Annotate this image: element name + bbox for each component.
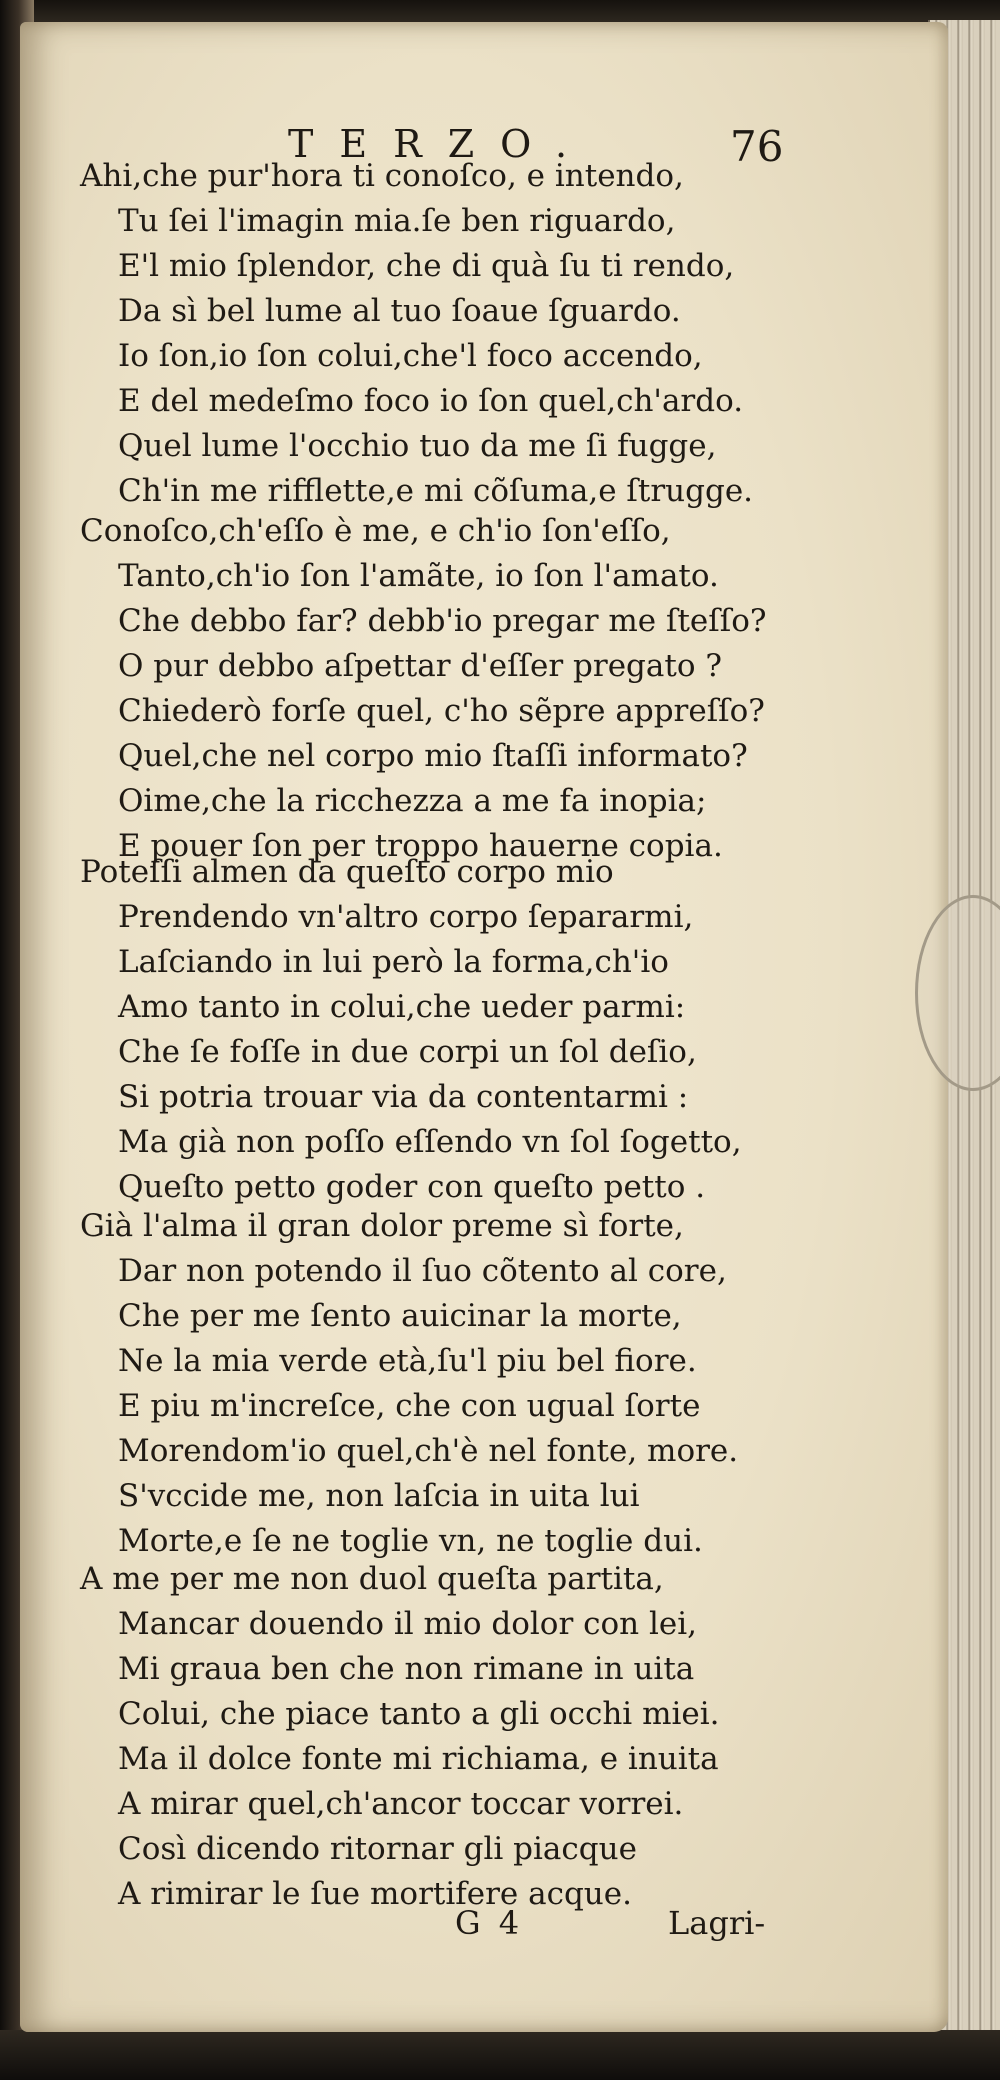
- verse-line: Quel lume l'occhio tuo da me ſi fugge,: [118, 428, 717, 464]
- verse-line: Che per me ſento auicinar la morte,: [118, 1298, 682, 1334]
- bottom-dark-edge: [0, 2030, 1000, 2080]
- verse-line: A rimirar le ſue mortifere acque.: [118, 1876, 632, 1912]
- verse-line: Così dicendo ritornar gli piacque: [118, 1831, 637, 1867]
- verse-line: Mancar douendo il mio dolor con lei,: [118, 1606, 697, 1642]
- verse-line: Che debbo far? debb'io pregar me ſteſſo?: [118, 603, 767, 639]
- verse-line: Morendom'io quel,ch'è nel fonte, more.: [118, 1433, 739, 1469]
- verse-line: Laſciando in lui però la forma,ch'io: [118, 944, 669, 980]
- verse-line: Ma il dolce fonte mi richiama, e inuita: [118, 1741, 719, 1777]
- stanza: [80, 1557, 840, 1917]
- stanza: [80, 1204, 840, 1564]
- catchword: Lagri-: [668, 1904, 766, 1942]
- verse-line: Amo tanto in colui,che ueder parmi:: [118, 989, 686, 1025]
- verse-line: Tanto,ch'io ſon l'amãte, io ſon l'amato.: [118, 558, 719, 594]
- verse-line: Che ſe foſſe in due corpi un ſol deſio,: [118, 1034, 697, 1070]
- verse-line: Ahi,che pur'hora ti conoſco, e intendo,: [80, 158, 684, 194]
- verse-line: A mirar quel,ch'ancor toccar vorrei.: [118, 1786, 684, 1822]
- page-number: 76: [730, 122, 784, 171]
- verse-line: Queſto petto goder con queſto petto .: [118, 1169, 706, 1205]
- verse-line: Ma già non poſſo eſſendo vn ſol ſogetto,: [118, 1124, 742, 1160]
- stanza: [80, 509, 840, 869]
- verse-line: Oime,che la ricchezza a me fa inopia;: [118, 783, 707, 819]
- verse-line: O pur debbo aſpettar d'eſſer pregato ?: [118, 648, 722, 684]
- verse-line: A me per me non duol queſta partita,: [80, 1561, 664, 1597]
- signature-mark: G 4: [455, 1904, 524, 1942]
- verse-line: Si potria trouar via da contentarmi :: [118, 1079, 689, 1115]
- verse-line: E piu m'increſce, che con ugual ſorte: [118, 1388, 701, 1424]
- verse-line: Quel,che nel corpo mio ſtaſſi informato?: [118, 738, 748, 774]
- verse-line: Ch'in me rifflette,e mi cõſuma,e ſtrugge.: [118, 473, 754, 509]
- verse-line: E'l mio ſplendor, che di quà ſu ti rendo,: [118, 248, 735, 284]
- verse-line: Poteſſi almen da queſto corpo mio: [80, 854, 614, 890]
- verse-line: Chiederò forſe quel, c'ho sẽpre appreſſo?: [118, 693, 765, 729]
- verse-line: E pouer ſon per troppo hauerne copia.: [118, 828, 723, 864]
- verse-line: Colui, che piace tanto a gli occhi miei.: [118, 1696, 720, 1732]
- verse-line: Morte,e ſe ne toglie vn, ne toglie dui.: [118, 1523, 703, 1559]
- verse-line: Dar non potendo il ſuo cõtento al core,: [118, 1253, 727, 1289]
- verse-line: S'vccide me, non laſcia in uita lui: [118, 1478, 640, 1514]
- verse-line: Da sì bel lume al tuo ſoaue ſguardo.: [118, 293, 681, 329]
- book-page: [20, 22, 948, 2032]
- verse-line: Ne la mia verde età,ſu'l piu bel fiore.: [118, 1343, 697, 1379]
- stanza: [80, 850, 840, 1210]
- verse-line: Mi graua ben che non rimane in uita: [118, 1651, 695, 1687]
- verse-line: E del medeſmo foco io ſon quel,ch'ardo.: [118, 383, 744, 419]
- running-head: TERZO.: [288, 122, 594, 166]
- verse-line: Tu ſei l'imagin mia.ſe ben riguardo,: [118, 203, 676, 239]
- verse-line: Prendendo vn'altro corpo ſepararmi,: [118, 899, 694, 935]
- stanza: [80, 154, 840, 514]
- verse-line: Conoſco,ch'eſſo è me, e ch'io ſon'eſſo,: [80, 513, 671, 549]
- verse-line: Già l'alma il gran dolor preme sì forte,: [80, 1208, 684, 1244]
- verse-line: Io ſon,io ſon colui,che'l foco accendo,: [118, 338, 703, 374]
